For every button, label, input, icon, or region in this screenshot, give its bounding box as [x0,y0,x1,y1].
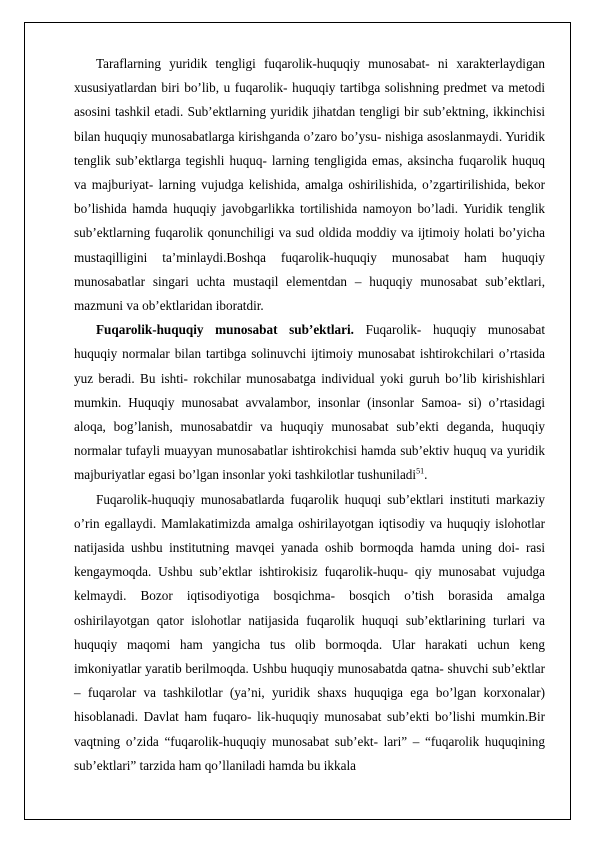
paragraph-subjects [74,318,545,487]
paragraph-tail: . [424,467,428,483]
paragraph-institute [74,488,545,778]
paragraph-text: Fuqarolik- huquqiy munosabat huquqiy normalar bilan tartibga solinuvchi ijtimoiy munosabat ishtirokchilari o’rtasida yuz beradi. Bu ishti- rokchilar munosabatga individual yoki guruh bo’lib kirishishlari mumkin. Huquqiy munosabat avvalambor, insonlar (insonlar Samoa- si) o’rtasidagi aloqa, bog’lanish, munosabatdir va huquqiy munosabat sub’ekti deganda, huquqiy normalar tufayli muayyan munosabatlar ishtirokchisi hamda sub’ektiv huquq va yuridik majburiyatlar egasi bo’lgan insonlar yoki tashkilotlar tushuniladi [74,322,545,483]
paragraph-text: Taraflarning yuridik tengligi fuqarolik-huquqiy munosabat- ni xarakterlaydigan xususiyatlardan biri bo’lib, u fuqarolik- huquqiy tartibga solishning predmet va metodi asosini tashkil etadi. Sub’ektlarning yuridik jihatdan tengligi bir sub’ektning, ikkinchisi bilan huquqiy munosabatlarga kirishganda o’zaro bo’ysu- nishiga asoslanmaydi. Yuridik tenglik sub’ektlarga tegishli huquq- larning tengligida emas, aksincha fuqarolik huquq va majburiyat- larning vujudga kelishida, amalga oshirilishida, o’zgartirilishida, bekor bo’lishida hamda huquqiy javobgarlikka tortilishida namoyon bo’ladi. Yuridik tenglik sub’ektlarning fuqarolik qonunchiligi va sud oldida moddiy va ijtimoiy holati bo’yicha mustaqilligini ta’minlaydi.Boshqa fuqarolik-huquqiy munosabat ham huquqiy munosabatlar singari uchta mustaqil elementdan – huquqiy munosabat sub’ektlari, mazmuni va ob’ektlaridan iboratdir. [74,56,545,314]
footnote-marker[interactable]: 51 [416,467,425,477]
paragraph-text: Fuqarolik-huquqiy munosabatlarda fuqarolik huquqi sub’ektlari instituti markaziy o’rin egallaydi. Mamlakatimizda amalga oshirilayotgan iqtisodiy va huquqiy islohotlar natijasida ushbu institutning mavqei yanada oshib bormoqda hamda uning doi- rasi kengaymoqda. Ushbu sub’ektlar ishtirokisiz fuqarolik-huqu- qiy munosabat vujudga kelmaydi. Bozor iqtisodiyotiga bosqichma- bosqich o’tish borasida amalga oshirilayotgan qator islohotlar natijasida fuqarolik huquqi sub’ektlarining turlari va huquqiy maqomi ham yangicha tus olib bormoqda. Ular harakati uchun keng imkoniyatlar yaratib berilmoqda. Ushbu huquqiy munosabatda qatna- shuvchi sub’ektlar – fuqarolar va tashkilotlar (ya’ni, yuridik shaxs huquqiga ega bo’lgan korxonalar) hisoblanadi. Davlat ham fuqaro- lik-huquqiy munosabat sub’ekti bo’lishi mumkin.Bir vaqtning o’zida “fuqarolik-huquqiy munosabat sub’ekt- lari” – “fuqarolik huquqining sub’ektlari” tarzida ham qo’llaniladi hamda bu ikkala [74,491,545,773]
document-body [74,52,545,778]
paragraph-heading: Fuqarolik-huquqiy munosabat sub’ektlari. [96,322,354,338]
paragraph-legal-equality [74,52,545,318]
